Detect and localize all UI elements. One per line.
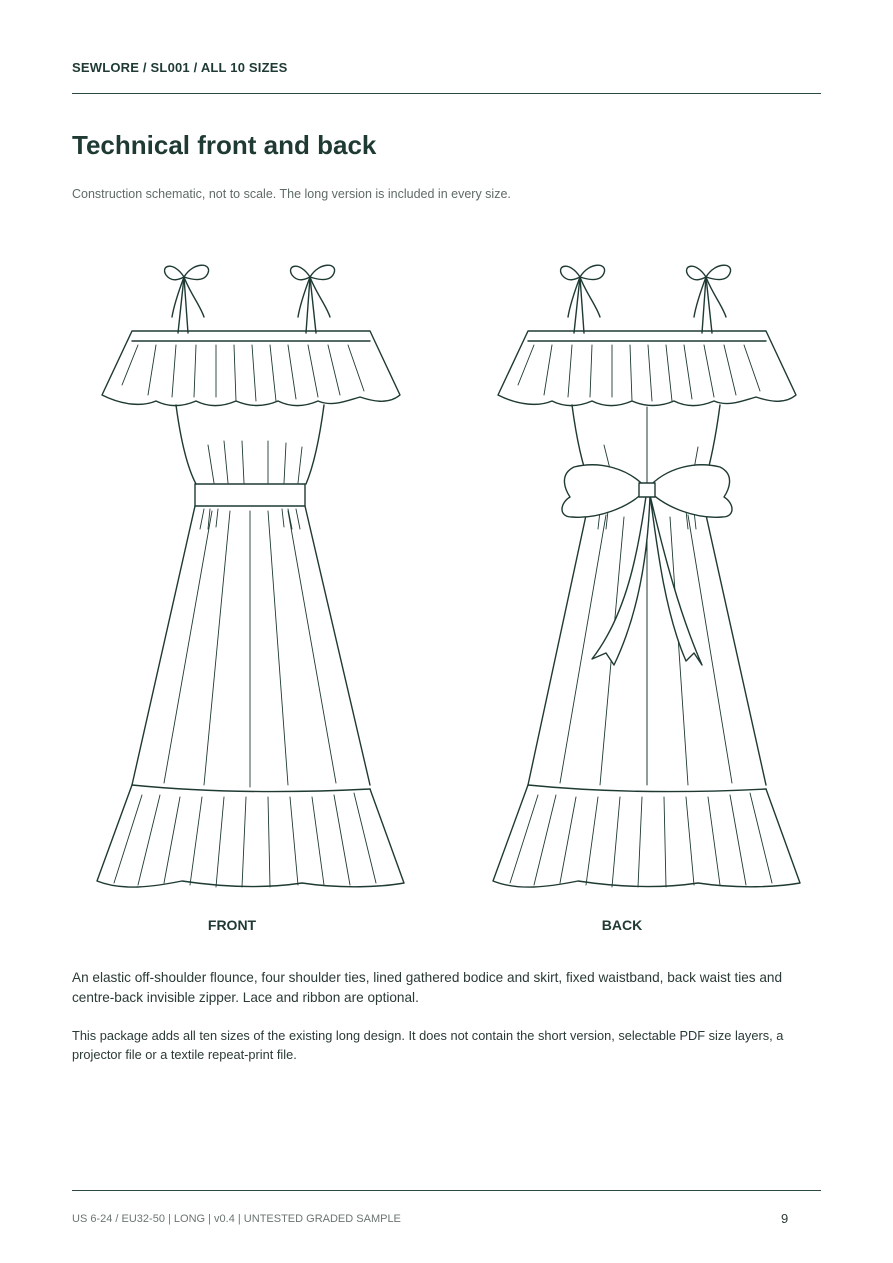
page-number: 9 [781, 1211, 789, 1226]
page-subtitle: Construction schematic, not to scale. The long version is included in every size. [72, 187, 511, 201]
back-view-label: BACK [601, 917, 643, 933]
flounce [498, 331, 796, 406]
running-header: SEWLORE / SL001 / ALL 10 SIZES [72, 60, 288, 75]
waistband [195, 484, 305, 506]
flounce [102, 331, 400, 406]
left-shoulder-tie [561, 265, 605, 333]
right-shoulder-tie [687, 265, 731, 333]
description-paragraph: An elastic off-shoulder flounce, four shoulder ties, lined gathered bodice and skirt, fixed waistband, back waist ties and centre-back invisible zipper. Lace and ribbon are optional. [72, 970, 783, 1005]
page-title: Technical front and back [72, 130, 377, 160]
back-dress-sketch [488, 255, 808, 905]
footer-divider [72, 1190, 821, 1191]
header-divider [72, 93, 821, 94]
package-note-paragraph: This package adds all ten sizes of the existing long design. It does not contain the short version, selectable PDF size layers, a projector file or a textile repeat-print file. [72, 1028, 784, 1062]
front-view-label: FRONT [207, 917, 257, 933]
left-shoulder-tie [165, 265, 209, 333]
footer-info: US 6-24 / EU32-50 | LONG | v0.4 | UNTESTED GRADED SAMPLE [72, 1213, 401, 1225]
right-shoulder-tie [291, 265, 335, 333]
front-dress-sketch [92, 255, 412, 905]
